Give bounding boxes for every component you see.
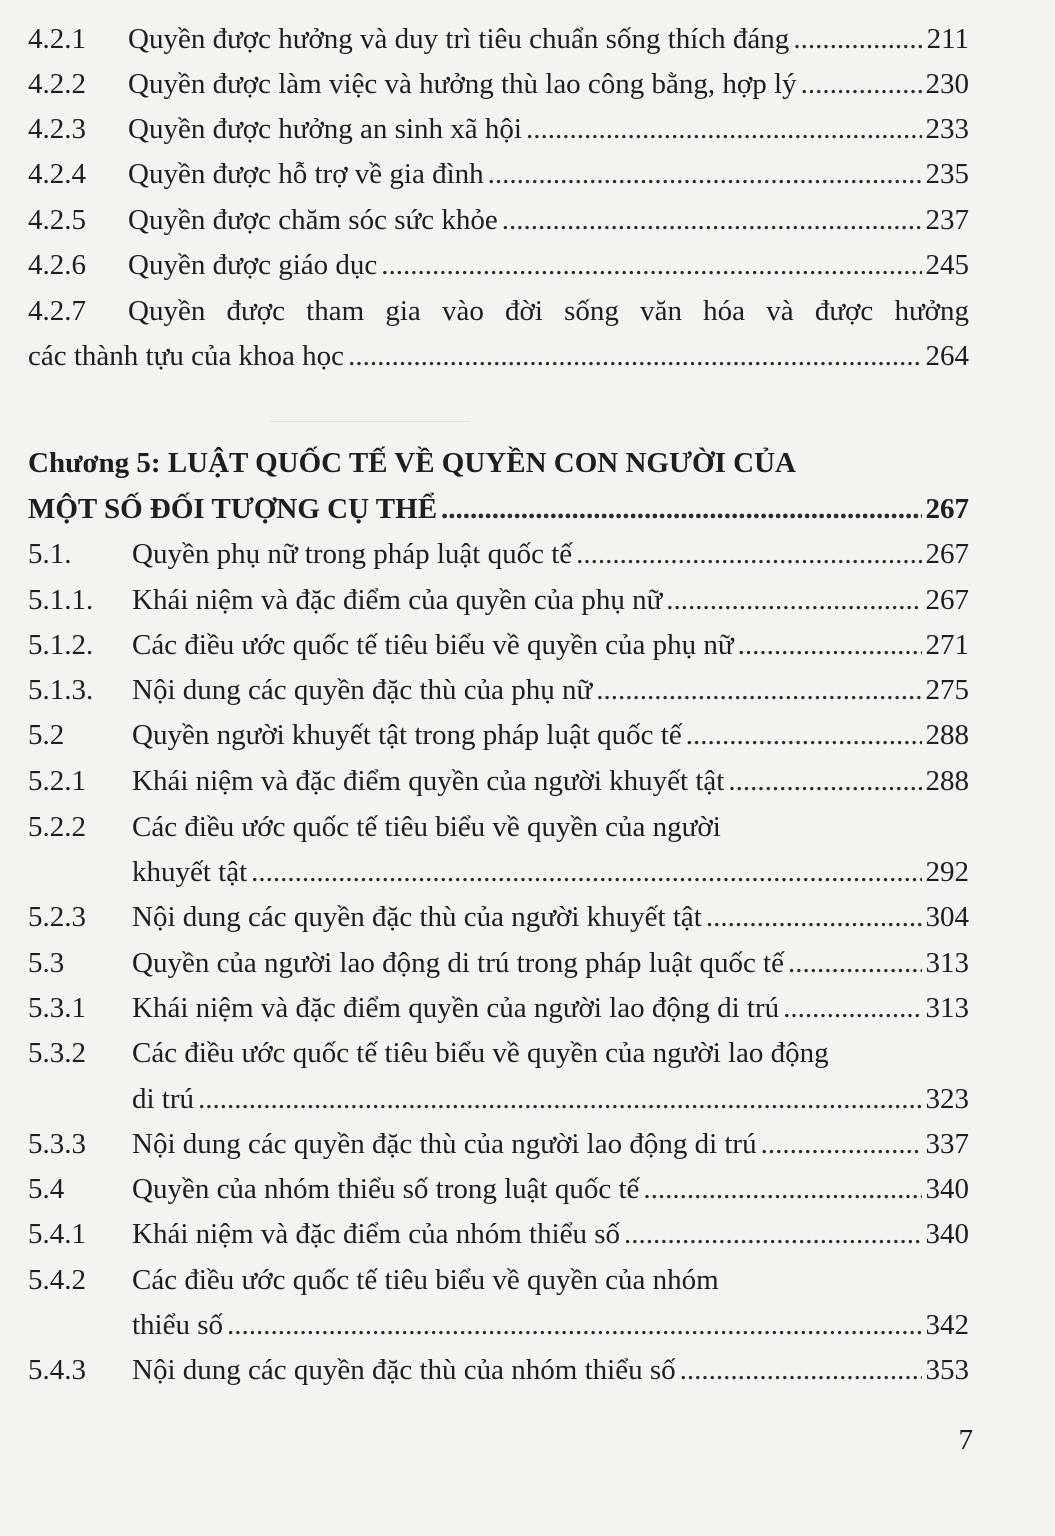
toc-page: 340 [925,1218,969,1250]
toc-title: Nội dung các quyền đặc thù của phụ nữ [132,674,593,706]
toc-title: Các điều ước quốc tế tiêu biểu về quyền của phụ nữ [132,629,734,661]
toc-entry[interactable] [28,764,969,798]
toc-title: Quyền của người lao động di trú trong pháp luật quốc tế [132,947,784,979]
toc-number: 5.1.2. [28,629,94,661]
toc-entry[interactable] [28,112,969,146]
toc-number: 5.1.3. [28,674,94,706]
toc-number: 5.2.3 [28,901,86,933]
toc-page: 353 [925,1354,969,1386]
dot-leader [783,991,921,1025]
toc-number: 4.2.1 [28,23,86,55]
toc-entry[interactable] [28,67,969,101]
toc-entry[interactable] [28,673,969,707]
dot-leader [596,673,921,707]
dot-leader [502,203,922,237]
toc-entry-continuation[interactable] [28,855,969,889]
toc-title: Khái niệm và đặc điểm của nhóm thiểu số [132,1218,621,1250]
dot-leader [381,248,921,282]
page-number: 7 [958,1424,973,1456]
toc-number: 5.1. [28,538,72,570]
dot-leader [788,946,922,980]
toc-page: 233 [925,113,969,145]
divider [270,421,470,422]
toc-title: thiểu số [132,1309,224,1341]
dot-leader [801,67,922,101]
toc-page: 230 [925,68,969,100]
dot-leader [666,583,921,617]
toc-title: Quyền được hỗ trợ về gia đình [128,158,484,190]
toc-number: 5.3.2 [28,1037,86,1069]
toc-number: 4.2.6 [28,249,86,281]
toc-entry[interactable] [28,946,969,980]
toc-entry[interactable] [28,1036,969,1070]
chapter-heading[interactable] [28,446,969,480]
toc-entry[interactable] [28,294,969,328]
toc-page: 267 [925,493,969,525]
toc-page: 211 [926,23,969,55]
toc-entry-continuation[interactable] [28,339,969,373]
dot-leader [227,1308,921,1342]
toc-title: Nội dung các quyền đặc thù của người lao động di trú [132,1128,757,1160]
toc-entry[interactable] [28,1217,969,1251]
toc-entry[interactable] [28,718,969,752]
toc-page: 267 [925,584,969,616]
dot-leader [706,900,922,934]
toc-entry[interactable] [28,628,969,662]
dot-leader [624,1217,921,1251]
toc-entry[interactable] [28,900,969,934]
toc-title: Quyền được hưởng an sinh xã hội [128,113,522,145]
toc-title: Khái niệm và đặc điểm của quyền của phụ nữ [132,584,663,616]
dot-leader [680,1353,922,1387]
dot-leader [198,1082,921,1116]
toc-page: 264 [925,340,969,372]
toc-number: 4.2.3 [28,113,86,145]
chapter-title-line2: MỘT SỐ ĐỐI TƯỢNG CỤ THỂ [28,493,438,525]
toc-title: Nội dung các quyền đặc thù của nhóm thiểu số [132,1354,676,1386]
toc-entry[interactable] [28,1127,969,1161]
toc-page: 313 [925,947,969,979]
toc-entry[interactable] [28,203,969,237]
dot-leader [728,764,921,798]
toc-number: 5.4.3 [28,1354,86,1386]
toc-number: 5.3 [28,947,65,979]
toc-number: 4.2.5 [28,204,86,236]
toc-title: Quyền phụ nữ trong pháp luật quốc tế [132,538,573,570]
toc-title: Quyền được làm việc và hưởng thù lao công bằng, hợp lý [128,68,797,100]
toc-title: Khái niệm và đặc điểm quyền của người khuyết tật [132,765,725,797]
chapter-heading-continuation[interactable] [28,492,969,526]
toc-number: 4.2.7 [28,295,86,327]
toc-entry[interactable] [28,1263,969,1297]
toc-page: 323 [925,1083,969,1115]
toc-number: 5.1.1. [28,584,94,616]
toc-entry[interactable] [28,583,969,617]
dot-leader [488,157,922,191]
toc-title: Quyền được hưởng và duy trì tiêu chuẩn sống thích đáng [128,23,790,55]
toc-page: 245 [925,249,969,281]
dot-leader [793,22,922,56]
dot-leader [348,339,921,373]
dot-leader [686,718,922,752]
toc-entry[interactable] [28,537,969,571]
toc-title: các thành tựu của khoa học [28,340,345,372]
toc-number: 4.2.4 [28,158,86,190]
toc-number: 5.3.3 [28,1128,86,1160]
toc-page: 313 [925,992,969,1024]
toc-page: 235 [925,158,969,190]
toc-title: Quyền được giáo dục [128,249,378,281]
toc-entry[interactable] [28,157,969,191]
toc-number: 5.2 [28,719,65,751]
dot-leader [526,112,922,146]
toc-entry[interactable] [28,1353,969,1387]
toc-page: 288 [925,765,969,797]
toc-page: 304 [925,901,969,933]
toc-page: 342 [925,1309,969,1341]
toc-entry[interactable] [28,991,969,1025]
toc-number: 5.4.2 [28,1264,86,1296]
toc-number: 5.2.1 [28,765,86,797]
dot-leader [761,1127,922,1161]
toc-page: 275 [925,674,969,706]
dot-leader [441,492,921,526]
toc-page: 292 [925,856,969,888]
toc-entry[interactable] [28,22,969,56]
toc-entry[interactable] [28,810,969,844]
toc-title: khuyết tật [132,856,248,888]
dot-leader [738,628,922,662]
toc-page: 288 [925,719,969,751]
toc-number: 5.4 [28,1173,65,1205]
dot-leader [576,537,921,571]
toc-entry[interactable] [28,248,969,282]
toc-title: Quyền người khuyết tật trong pháp luật quốc tế [132,719,682,751]
toc-page: 340 [925,1173,969,1205]
toc-number: 5.4.1 [28,1218,86,1250]
toc-title: Nội dung các quyền đặc thù của người khuyết tật [132,901,702,933]
toc-number: 4.2.2 [28,68,86,100]
dot-leader [251,855,921,889]
toc-page: 267 [925,538,969,570]
toc-title: Các điều ước quốc tế tiêu biểu về quyền của người [132,811,721,843]
toc-entry[interactable] [28,1172,969,1206]
toc-number: 5.2.2 [28,811,86,843]
toc-title: Khái niệm và đặc điểm quyền của người lao động di trú [132,992,780,1024]
toc-title: Quyền được chăm sóc sức khỏe [128,204,498,236]
toc-title: Quyền của nhóm thiểu số trong luật quốc tế [132,1173,640,1205]
toc-title: di trú [132,1083,195,1115]
toc-number: 5.3.1 [28,992,86,1024]
chapter-title-line1: Chương 5: LUẬT QUỐC TẾ VỀ QUYỀN CON NGƯỜI CỦA [28,447,796,479]
dot-leader [643,1172,921,1206]
toc-page: 271 [925,629,969,661]
toc-title: Các điều ước quốc tế tiêu biểu về quyền của nhóm [132,1264,719,1296]
toc-title: Các điều ước quốc tế tiêu biểu về quyền của người lao động [132,1037,829,1069]
toc-entry-continuation[interactable] [28,1082,969,1116]
toc-entry-continuation[interactable] [28,1308,969,1342]
toc-page: 337 [925,1128,969,1160]
toc-title: Quyền được tham gia vào đời sống văn hóa và được hưởng [128,295,969,327]
toc-page: 237 [925,204,969,236]
